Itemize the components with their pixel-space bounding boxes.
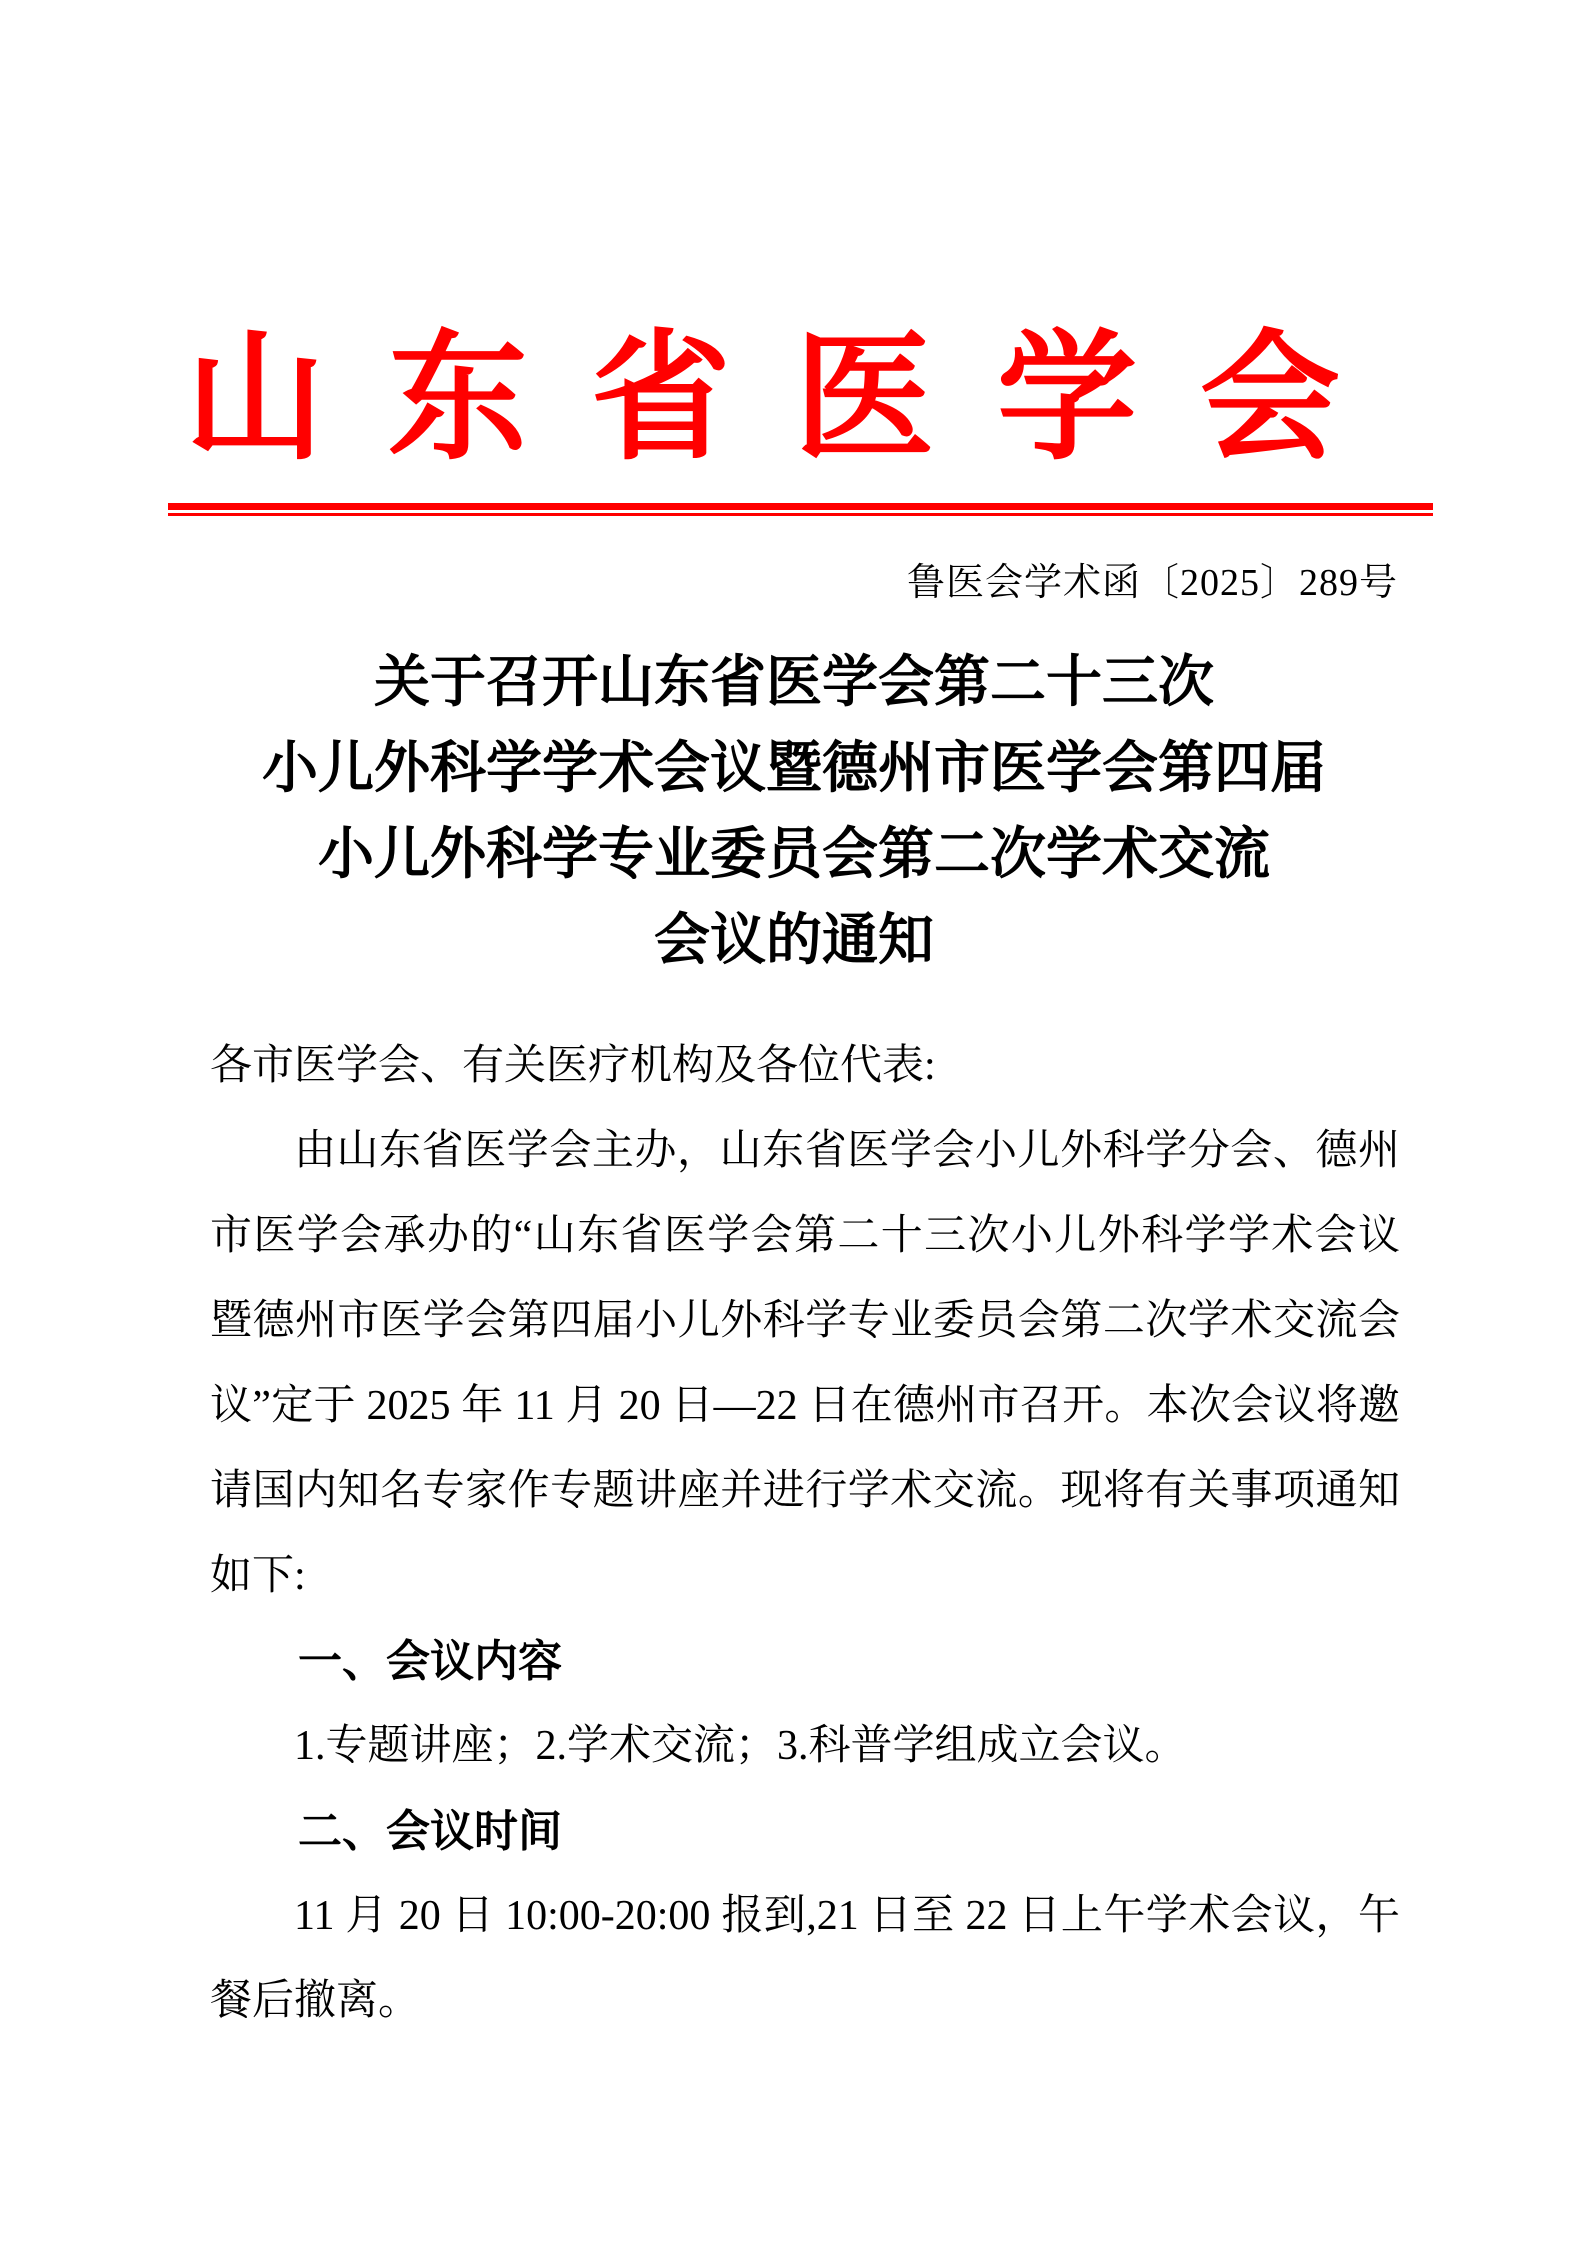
letterhead-divider [168,503,1433,516]
section-body-time: 11 月 20 日 10:00-20:00 报到,21 日至 22 日上午学术会议，午餐后撤离。 [210,1893,1400,2024]
intro-paragraph: 由山东省医学会主办，山东省医学会小儿外科学分会、德州市医学会承办的“山东省医学会第二十三次小儿外科学学术会议暨德州市医学会第四届小儿外科学专业委员会第二次学术交流会议”定于 2025 年 11 月 20 日—22 日在德州市召开。本次会议将邀请国内知名专家作专题讲座并进行学术交流。现将有关事项通知如下: [210,1128,1400,1599]
salutation: 各市医学会、有关医疗机构及各位代表: [210,1043,936,1089]
section-heading-time: 二、会议时间 [298,1807,562,1856]
document-number: 鲁医会学术函〔2025〕289号 [906,562,1398,604]
document-body [210,1024,1400,2044]
notice-title-line-1: 关于召开山东省医学会第二十三次 [374,652,1214,714]
notice-title-line-4: 会议的通知 [654,910,934,972]
organization-title: 山东省医学会 [184,322,1403,477]
notice-title-line-3: 小儿外科学专业委员会第二次学术交流 [318,824,1270,886]
notice-title [160,640,1428,984]
section-heading-content: 一、会议内容 [298,1637,562,1686]
section-body-content: 1.专题讲座；2.学术交流；3.科普学组成立会议。 [294,1723,1187,1769]
notice-title-line-2: 小儿外科学学术会议暨德州市医学会第四届 [262,738,1326,800]
